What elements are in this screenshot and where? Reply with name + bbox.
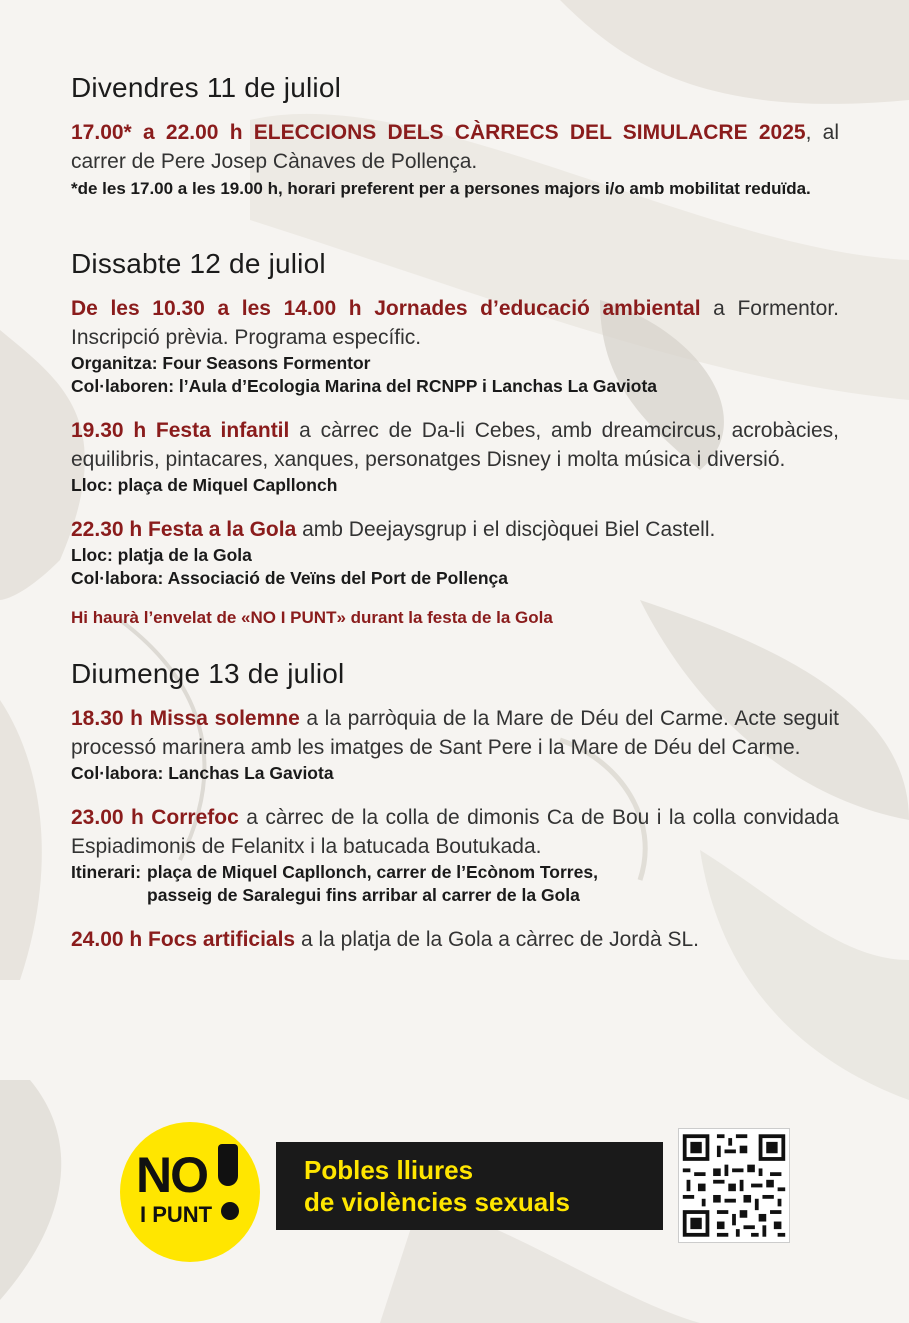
qr-code-icon[interactable]	[678, 1128, 790, 1243]
itinerary-label: Itinerari:	[71, 862, 142, 882]
day-section	[71, 248, 839, 628]
envelat-note: Hi haurà l’envelat de «NO I PUNT» durant la festa de la Gola	[71, 608, 553, 627]
event-text: a la parròquia de la Mare de Déu del Carme. Acte seguit processó marinera amb les imatges de Sant Pere i la Mare de Déu del Carme.	[71, 707, 839, 759]
itinerary	[71, 861, 839, 907]
event-highlight: 17.00* a 22.00 h ELECCIONS DELS CÀRRECS DEL SIMULACRE 2025	[71, 121, 806, 144]
event	[71, 803, 839, 907]
event-detail: Col·labora: Associació de Veïns del Port de Pollença	[71, 568, 508, 588]
logo-ipunt-text: I PUNT	[140, 1202, 213, 1227]
day-section	[71, 658, 839, 954]
event	[71, 515, 839, 590]
event-note: *de les 17.00 a les 19.00 h, horari preferent per a persones majors i/o amb mobilitat reduïda.	[71, 179, 811, 198]
event-text: a la platja de la Gola a càrrec de Jordà SL.	[295, 928, 700, 951]
day-title: Dissabte 12 de juliol	[71, 248, 326, 279]
day-title: Divendres 11 de juliol	[71, 72, 342, 103]
event-detail: Col·labora: Lanchas La Gaviota	[71, 763, 334, 783]
day-title: Diumenge 13 de juliol	[71, 658, 345, 689]
event-detail: Lloc: platja de la Gola	[71, 545, 252, 565]
event-text: a càrrec de Da-li Cebes, amb dreamcircus, acrobàcies, equilibris, pintacares, xanques, personatges Disney i molta música i diversió.	[71, 419, 839, 471]
event-detail: Organitza: Four Seasons Formentor	[71, 353, 371, 373]
slogan-banner	[276, 1142, 663, 1230]
event-text: amb Deejaysgrup i el discjòquei Biel Castell.	[296, 518, 716, 541]
event	[71, 704, 839, 785]
slogan-line: Pobles lliures	[304, 1155, 474, 1185]
event-text: a Formentor. Inscripció prèvia. Programa específic.	[71, 297, 839, 349]
itinerary-line: passeig de Saralegui fins arribar al carrer de la Gola	[147, 885, 580, 905]
event-text: , al carrer de Pere Josep Cànaves de Pollença.	[71, 121, 840, 173]
event-detail: Col·laboren: l’Aula d’Ecologia Marina del RCNPP i Lanchas La Gaviota	[71, 376, 658, 396]
exclamation-icon	[218, 1144, 238, 1186]
day-section	[71, 72, 839, 200]
event-highlight: 18.30 h Missa solemne	[71, 707, 300, 730]
event-highlight: De les 10.30 a les 14.00 h Jornades d’educació ambiental	[71, 297, 701, 320]
event-highlight: 19.30 h Festa infantil	[71, 419, 290, 442]
program-content	[71, 72, 839, 972]
logo-no-text: NO	[136, 1147, 207, 1203]
event	[71, 294, 839, 398]
no-i-punt-logo	[120, 1122, 260, 1262]
qr-code-graphic	[679, 1129, 789, 1242]
slogan-line: de violències sexuals	[304, 1187, 570, 1217]
itinerary-line: plaça de Miquel Capllonch, carrer de l’Ecònom Torres,	[147, 862, 598, 882]
event-highlight: 24.00 h Focs artificials	[71, 928, 296, 951]
event-detail: Lloc: plaça de Miquel Capllonch	[71, 475, 338, 495]
event-highlight: 22.30 h Festa a la Gola	[71, 518, 297, 541]
event	[71, 118, 839, 200]
dot-icon	[221, 1202, 239, 1220]
footer	[0, 1120, 909, 1250]
event	[71, 416, 839, 497]
event-highlight: 23.00 h Correfoc	[71, 806, 239, 829]
event	[71, 925, 839, 954]
event-text: a càrrec de la colla de dimonis Ca de Bou i la colla convidada Espiadimonis de Felanitx i la batucada Boutukada.	[71, 806, 839, 858]
